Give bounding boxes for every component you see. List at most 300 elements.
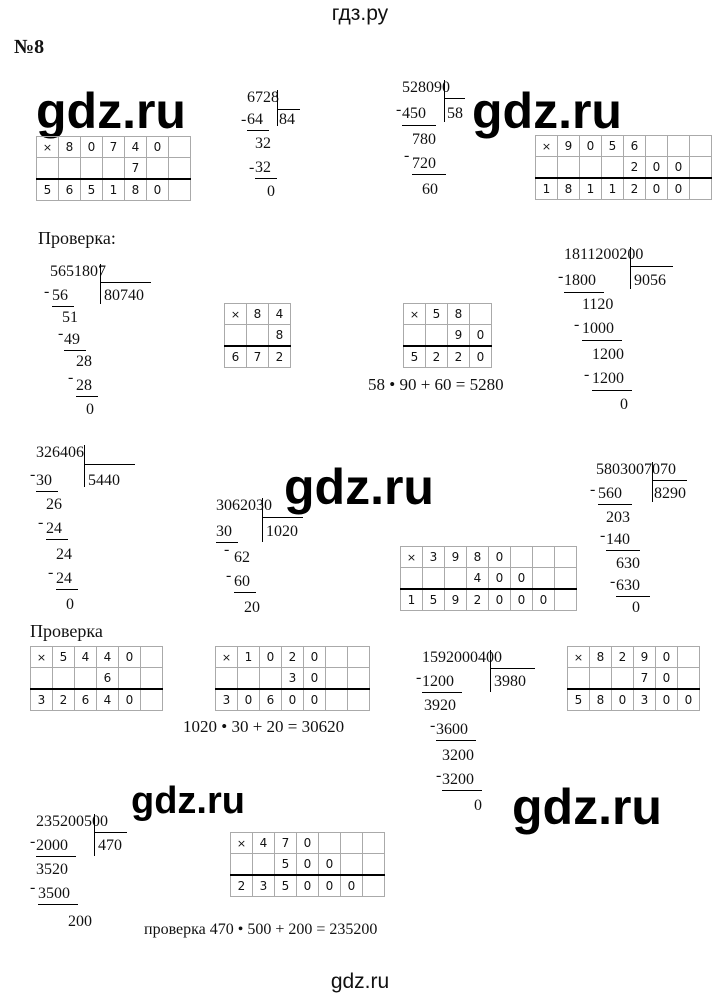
grid-cell: [169, 179, 191, 201]
grid-cell: 0: [119, 647, 141, 668]
grid-cell: 0: [304, 668, 326, 690]
grid-cell: 0: [470, 325, 492, 347]
grid-cell: 7: [247, 346, 269, 368]
grid-cell: [31, 668, 53, 690]
minus-sign: -: [224, 541, 230, 558]
division-line: 0: [86, 401, 94, 418]
grid-cell: [612, 668, 634, 690]
grid-cell: ×: [404, 304, 426, 325]
grid-row: [536, 157, 712, 179]
division-line: 630: [616, 577, 640, 594]
grid-cell: 5: [37, 179, 59, 201]
grid-cell: [119, 668, 141, 690]
division-line: 1200: [422, 673, 454, 690]
grid-row: [401, 568, 577, 590]
grid-row: [536, 136, 712, 157]
grid-cell: 7: [125, 158, 147, 180]
grid-cell: [555, 547, 577, 568]
division-line: 3200: [442, 747, 474, 764]
grid-cell: [533, 568, 555, 590]
grid-cell: 3: [282, 668, 304, 690]
grid-cell: 9: [448, 325, 470, 347]
multiplication-grid: [230, 832, 385, 897]
division-line: 8290: [654, 485, 686, 502]
grid-row: [37, 179, 191, 201]
long-division: [418, 650, 548, 820]
grid-cell: 0: [533, 589, 555, 611]
division-line: 1200: [592, 370, 624, 387]
division-line: 80740: [104, 287, 144, 304]
grid-cell: 0: [580, 136, 602, 157]
grid-row: [225, 346, 291, 368]
division-line: 24: [56, 570, 72, 587]
grid-cell: [470, 304, 492, 325]
grid-cell: [445, 568, 467, 590]
grid-cell: 2: [612, 647, 634, 668]
division-line: 51: [62, 309, 78, 326]
grid-cell: 7: [103, 137, 125, 158]
grid-cell: 5: [602, 136, 624, 157]
grid-cell: [141, 647, 163, 668]
grid-cell: 5: [568, 689, 590, 711]
division-line: 203: [606, 509, 630, 526]
grid-row: [216, 647, 370, 668]
grid-cell: [141, 668, 163, 690]
grid-cell: 0: [81, 137, 103, 158]
division-line: 60: [422, 181, 438, 198]
division-line: 30: [216, 523, 232, 540]
grid-cell: 1: [602, 178, 624, 200]
division-line: 30: [36, 472, 52, 489]
multiplication-grid: [403, 303, 492, 368]
division-line: 720: [412, 155, 436, 172]
minus-sign: -: [249, 159, 255, 176]
division-line: 528090: [402, 79, 450, 96]
grid-cell: 5: [404, 346, 426, 368]
grid-cell: 5: [81, 179, 103, 201]
grid-cell: 5: [275, 854, 297, 876]
grid-cell: 2: [53, 689, 75, 711]
division-line: 470: [98, 837, 122, 854]
grid-cell: [247, 325, 269, 347]
grid-cell: 0: [511, 589, 533, 611]
long-division: [560, 247, 710, 417]
grid-row: [216, 668, 370, 690]
grid-cell: 0: [304, 689, 326, 711]
grid-cell: [103, 158, 125, 180]
grid-cell: 0: [668, 157, 690, 179]
grid-cell: [555, 589, 577, 611]
grid-cell: [141, 689, 163, 711]
grid-cell: ×: [37, 137, 59, 158]
grid-cell: [678, 668, 700, 690]
grid-cell: [426, 325, 448, 347]
division-line: 3062030: [216, 497, 272, 514]
grid-cell: [590, 668, 612, 690]
grid-cell: [558, 157, 580, 179]
minus-sign: -: [226, 567, 232, 584]
grid-cell: 5: [423, 589, 445, 611]
watermark: gdz.ru: [472, 83, 622, 139]
minus-sign: -: [558, 268, 564, 285]
grid-cell: [326, 689, 348, 711]
grid-cell: 2: [231, 875, 253, 897]
division-line: 26: [46, 496, 62, 513]
division-line: 6728: [247, 89, 279, 106]
check-heading: Проверка: [30, 621, 103, 641]
grid-cell: 6: [225, 346, 247, 368]
grid-cell: 2: [269, 346, 291, 368]
multiplication-grid: [224, 303, 291, 368]
grid-cell: 6: [624, 136, 646, 157]
minus-sign: -: [436, 767, 442, 784]
minus-sign: -: [48, 564, 54, 581]
division-line: 630: [616, 555, 640, 572]
division-line: 0: [267, 183, 275, 200]
grid-cell: 4: [253, 833, 275, 854]
grid-cell: [568, 668, 590, 690]
grid-cell: 4: [269, 304, 291, 325]
minus-sign: -: [574, 316, 580, 333]
check-equation: проверка 470 • 500 + 200 = 235200: [144, 921, 378, 938]
division-line: 28: [76, 377, 92, 394]
division-line: 58: [447, 105, 463, 122]
grid-cell: [348, 668, 370, 690]
grid-cell: [81, 158, 103, 180]
grid-cell: 0: [656, 647, 678, 668]
division-line: 9056: [634, 272, 666, 289]
grid-cell: 2: [426, 346, 448, 368]
division-line: 56: [52, 287, 68, 304]
grid-cell: 7: [275, 833, 297, 854]
long-division: [32, 814, 142, 939]
grid-cell: ×: [568, 647, 590, 668]
grid-cell: [511, 547, 533, 568]
watermark: gdz.ru: [36, 83, 186, 139]
watermark: gdz.ru: [131, 780, 245, 822]
division-line: 235200500: [36, 813, 108, 830]
grid-cell: [401, 568, 423, 590]
division-line: 49: [64, 331, 80, 348]
grid-cell: 2: [467, 589, 489, 611]
division-line: 28: [76, 353, 92, 370]
grid-cell: 3: [31, 689, 53, 711]
grid-row: [231, 854, 385, 876]
grid-cell: 4: [467, 568, 489, 590]
grid-cell: 2: [624, 157, 646, 179]
watermark: gdz.ru: [512, 779, 662, 835]
division-line: 0: [66, 596, 74, 613]
grid-cell: [602, 157, 624, 179]
division-line: 62: [234, 549, 250, 566]
grid-row: [568, 689, 700, 711]
grid-cell: 2: [282, 647, 304, 668]
grid-cell: 1: [536, 178, 558, 200]
minus-sign: -: [44, 283, 50, 300]
long-division: [592, 462, 712, 622]
grid-cell: 4: [125, 137, 147, 158]
grid-cell: 1: [401, 589, 423, 611]
division-line: 780: [412, 131, 436, 148]
grid-cell: 0: [319, 875, 341, 897]
long-division: [46, 264, 166, 419]
division-line: 5651807: [50, 263, 106, 280]
grid-cell: ×: [536, 136, 558, 157]
grid-cell: 5: [275, 875, 297, 897]
division-line: 140: [606, 531, 630, 548]
minus-sign: -: [584, 366, 590, 383]
grid-row: [37, 137, 191, 158]
task-number: №8: [14, 36, 45, 58]
grid-row: [536, 178, 712, 200]
grid-cell: 1: [238, 647, 260, 668]
site-footer: gdz.ru: [330, 970, 390, 993]
grid-cell: 9: [445, 547, 467, 568]
grid-cell: 0: [282, 689, 304, 711]
grid-cell: [326, 668, 348, 690]
division-line: 1020: [266, 523, 298, 540]
grid-cell: [646, 136, 668, 157]
grid-cell: 2: [624, 178, 646, 200]
grid-cell: [53, 668, 75, 690]
division-line: 1000: [582, 320, 614, 337]
grid-cell: [678, 647, 700, 668]
grid-row: [568, 647, 700, 668]
minus-sign: -: [610, 573, 616, 590]
grid-cell: 0: [656, 689, 678, 711]
minus-sign: -: [600, 527, 606, 544]
grid-cell: [169, 137, 191, 158]
division-line: 5440: [88, 472, 120, 489]
grid-cell: 7: [634, 668, 656, 690]
division-line: 1811200200: [564, 246, 644, 263]
division-line: 3980: [494, 673, 526, 690]
multiplication-grid: [30, 646, 163, 711]
grid-cell: [668, 136, 690, 157]
grid-cell: [216, 668, 238, 690]
grid-cell: 3: [253, 875, 275, 897]
grid-cell: 9: [634, 647, 656, 668]
minus-sign: -: [30, 466, 36, 483]
division-line: 450: [402, 105, 426, 122]
check-equation: 58 • 90 + 60 = 5280: [368, 375, 504, 394]
long-division: [214, 498, 314, 623]
grid-cell: 0: [147, 137, 169, 158]
grid-cell: 8: [590, 689, 612, 711]
multiplication-grid: [567, 646, 700, 711]
minus-sign: -: [590, 481, 596, 498]
grid-cell: 6: [97, 668, 119, 690]
grid-cell: 4: [75, 647, 97, 668]
grid-cell: 1: [580, 178, 602, 200]
division-line: 3600: [436, 721, 468, 738]
grid-row: [37, 158, 191, 180]
grid-cell: ×: [401, 547, 423, 568]
check-equation: 1020 • 30 + 20 = 30620: [183, 717, 345, 736]
minus-sign: -: [38, 514, 44, 531]
grid-cell: [326, 647, 348, 668]
division-line: 2000: [36, 837, 68, 854]
division-line: 3200: [442, 771, 474, 788]
grid-cell: 0: [470, 346, 492, 368]
grid-row: [404, 304, 492, 325]
grid-cell: [319, 833, 341, 854]
grid-row: [231, 875, 385, 897]
minus-sign: -: [430, 717, 436, 734]
grid-cell: ×: [31, 647, 53, 668]
grid-row: [401, 547, 577, 568]
grid-cell: 0: [511, 568, 533, 590]
division-line: 32: [255, 135, 271, 152]
grid-row: [31, 689, 163, 711]
grid-cell: 3: [423, 547, 445, 568]
grid-cell: [260, 668, 282, 690]
grid-cell: 8: [125, 179, 147, 201]
division-line: 84: [279, 111, 295, 128]
grid-row: [31, 668, 163, 690]
grid-cell: [341, 833, 363, 854]
long-division: [243, 90, 303, 205]
grid-cell: 9: [445, 589, 467, 611]
grid-cell: 0: [489, 568, 511, 590]
grid-cell: [690, 136, 712, 157]
grid-cell: 4: [97, 689, 119, 711]
grid-cell: 3: [216, 689, 238, 711]
grid-cell: 0: [297, 875, 319, 897]
grid-cell: [690, 178, 712, 200]
minus-sign: -: [416, 669, 422, 686]
grid-cell: [169, 158, 191, 180]
grid-cell: 0: [489, 547, 511, 568]
division-line: 3520: [36, 861, 68, 878]
grid-cell: 0: [297, 833, 319, 854]
grid-cell: [533, 547, 555, 568]
grid-cell: 6: [260, 689, 282, 711]
grid-cell: [536, 157, 558, 179]
division-line: 326406: [36, 444, 84, 461]
division-line: 0: [632, 599, 640, 616]
grid-cell: [59, 158, 81, 180]
grid-row: [31, 647, 163, 668]
minus-sign: -: [68, 369, 74, 386]
grid-cell: 0: [119, 689, 141, 711]
grid-row: [404, 325, 492, 347]
grid-cell: [147, 158, 169, 180]
grid-cell: 3: [634, 689, 656, 711]
grid-cell: [363, 833, 385, 854]
grid-cell: 0: [646, 157, 668, 179]
grid-cell: 8: [269, 325, 291, 347]
grid-cell: 8: [467, 547, 489, 568]
grid-cell: [363, 875, 385, 897]
grid-cell: 0: [646, 178, 668, 200]
grid-cell: 0: [678, 689, 700, 711]
grid-cell: [75, 668, 97, 690]
minus-sign: -: [396, 101, 402, 118]
multiplication-grid: [400, 546, 577, 611]
long-division: [32, 445, 142, 615]
grid-cell: 0: [489, 589, 511, 611]
multiplication-grid: [36, 136, 191, 201]
minus-sign: -: [30, 879, 36, 896]
grid-cell: [555, 568, 577, 590]
watermark: gdz.ru: [284, 459, 434, 515]
minus-sign: -: [241, 111, 247, 128]
long-division: [398, 80, 478, 200]
grid-row: [225, 325, 291, 347]
multiplication-grid: [215, 646, 370, 711]
division-line: 3500: [38, 885, 70, 902]
grid-cell: 0: [656, 668, 678, 690]
grid-row: [216, 689, 370, 711]
grid-cell: 2: [448, 346, 470, 368]
grid-cell: 0: [260, 647, 282, 668]
division-line: 20: [244, 599, 260, 616]
multiplication-grid: [535, 135, 712, 200]
grid-cell: [348, 647, 370, 668]
grid-cell: [348, 689, 370, 711]
division-line: 24: [56, 546, 72, 563]
grid-row: [231, 833, 385, 854]
grid-cell: [363, 854, 385, 876]
grid-cell: 8: [247, 304, 269, 325]
grid-cell: 5: [426, 304, 448, 325]
division-line: 1120: [582, 296, 614, 313]
grid-cell: ×: [231, 833, 253, 854]
grid-cell: 6: [59, 179, 81, 201]
division-line: 1800: [564, 272, 596, 289]
grid-cell: 1: [103, 179, 125, 201]
grid-cell: [37, 158, 59, 180]
division-line: 560: [598, 485, 622, 502]
division-line: 3920: [424, 697, 456, 714]
grid-cell: [690, 157, 712, 179]
grid-cell: 0: [304, 647, 326, 668]
grid-cell: 0: [319, 854, 341, 876]
division-line: 1200: [592, 346, 624, 363]
grid-cell: 4: [97, 647, 119, 668]
grid-cell: 5: [53, 647, 75, 668]
grid-cell: [225, 325, 247, 347]
grid-cell: ×: [225, 304, 247, 325]
grid-cell: 6: [75, 689, 97, 711]
minus-sign: -: [30, 833, 36, 850]
division-line: 32: [255, 159, 271, 176]
division-line: 0: [474, 797, 482, 814]
grid-cell: [238, 668, 260, 690]
grid-row: [568, 668, 700, 690]
division-line: 60: [234, 573, 250, 590]
minus-sign: -: [404, 147, 410, 164]
division-line: 0: [620, 396, 628, 413]
grid-cell: [253, 854, 275, 876]
division-line: 200: [68, 913, 92, 930]
grid-cell: 0: [341, 875, 363, 897]
grid-cell: [231, 854, 253, 876]
division-line: 5803007070: [596, 461, 676, 478]
grid-cell: 8: [59, 137, 81, 158]
grid-cell: ×: [216, 647, 238, 668]
grid-cell: 0: [238, 689, 260, 711]
grid-cell: 8: [558, 178, 580, 200]
division-line: 1592000400: [422, 649, 502, 666]
grid-row: [401, 589, 577, 611]
grid-cell: [341, 854, 363, 876]
grid-cell: 0: [668, 178, 690, 200]
site-header: гдз.ру: [331, 2, 389, 25]
division-line: 64: [247, 111, 263, 128]
grid-row: [404, 346, 492, 368]
